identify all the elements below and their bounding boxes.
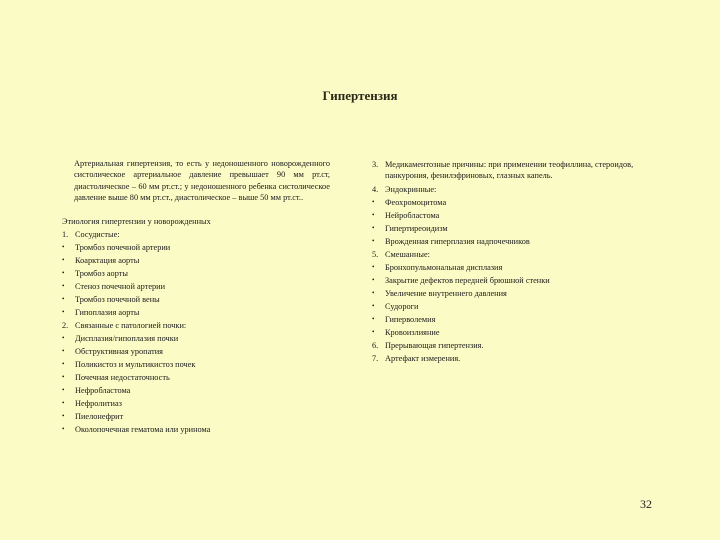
list-item-text: Кровоизлияние	[385, 328, 440, 337]
right-column	[372, 158, 644, 365]
list-number: 1.	[62, 230, 69, 240]
list-number: 6.	[372, 341, 379, 350]
list-item-text: Нефробластома	[75, 386, 131, 396]
list-number: 2.	[62, 321, 69, 331]
bullet-marker: •	[372, 315, 375, 323]
bullet-item	[372, 287, 644, 300]
list-number: 7.	[372, 354, 379, 363]
list-item-text: Судороги	[385, 302, 419, 311]
bullet-marker: •	[372, 328, 375, 336]
page-number: 32	[640, 497, 652, 511]
list-item-text: Почечная недостаточность	[75, 373, 170, 383]
list-number: 3.	[372, 160, 379, 169]
bullet-marker: •	[62, 243, 65, 252]
list-item-text: Поликистоз и мультикистоз почек	[75, 360, 196, 370]
bullet-item	[372, 222, 644, 235]
list-item-text: Обструктивная уропатия	[75, 347, 163, 357]
bullet-item	[372, 326, 644, 339]
bullet-marker: •	[62, 308, 65, 317]
bullet-item	[62, 397, 330, 410]
bullet-marker: •	[62, 425, 65, 434]
list-item-text: Смешанные:	[385, 250, 430, 259]
bullet-marker: •	[372, 237, 375, 245]
bullet-item	[62, 423, 330, 436]
list-item-text: Врожденная гиперплазия надпочечников	[385, 237, 530, 246]
bullet-marker: •	[62, 269, 65, 278]
bullet-marker: •	[62, 256, 65, 265]
bullet-marker: •	[62, 399, 65, 408]
bullet-item	[372, 261, 644, 274]
bullet-item	[62, 280, 330, 293]
bullet-item	[372, 235, 644, 248]
bullet-item	[62, 371, 330, 384]
list-item-text: Феохромоцитома	[385, 198, 447, 207]
bullet-marker: •	[372, 276, 375, 284]
list-item-text: Тромбоз аорты	[75, 269, 128, 279]
bullet-item	[62, 410, 330, 423]
bullet-marker: •	[372, 211, 375, 219]
list-item-text: Коарктация аорты	[75, 256, 140, 266]
bullet-item	[62, 254, 330, 267]
list-item-text: Закрытие дефектов передней брюшной стенки	[385, 276, 550, 285]
numbered-item	[372, 158, 644, 183]
numbered-item	[372, 183, 644, 196]
numbered-item	[372, 248, 644, 261]
list-item-text: Тромбоз почечной вены	[75, 295, 160, 305]
bullet-item	[62, 293, 330, 306]
bullet-marker: •	[372, 263, 375, 271]
bullet-item	[372, 313, 644, 326]
bullet-marker: •	[62, 360, 65, 369]
bullet-marker: •	[62, 282, 65, 291]
bullet-marker: •	[62, 373, 65, 382]
numbered-item	[372, 339, 644, 352]
list-item-text: Бронхопульмональная дисплазия	[385, 263, 503, 272]
bullet-marker: •	[372, 198, 375, 206]
list-item-text: Сосудистые:	[75, 230, 120, 240]
bullet-item	[372, 209, 644, 222]
bullet-marker: •	[372, 289, 375, 297]
numbered-item	[372, 352, 644, 365]
bullet-item	[62, 306, 330, 319]
etiology-heading: Этиология гипертензии у новорожденных	[62, 217, 211, 227]
list-item-text: Увеличение внутреннего давления	[385, 289, 507, 298]
left-column	[62, 158, 330, 436]
bullet-marker: •	[62, 412, 65, 421]
bullet-marker: •	[62, 334, 65, 343]
bullet-item	[372, 274, 644, 287]
list-item-text: Нейробластома	[385, 211, 440, 220]
list-item-text: Стеноз почечной артерии	[75, 282, 166, 292]
slide-title: Гипертензия	[322, 88, 398, 103]
list-item-text: Связанные с патологией почки:	[75, 321, 187, 331]
bullet-marker: •	[372, 302, 375, 310]
list-item-text: Гиперволемия	[385, 315, 436, 324]
list-item-text: Гипоплазия аорты	[75, 308, 140, 318]
list-item-text: Прерывающая гипертензия.	[385, 341, 484, 350]
list-item-text: Нефролитиаз	[75, 399, 122, 409]
right-list	[372, 158, 644, 365]
list-number: 5.	[372, 250, 379, 259]
intro-paragraph: Артериальная гипертензия, то есть у недоношенного новорожденного систолическое артериальное давление превышает 90 мм рт.ст, диастолическое – 60 мм рт.ст.; у недоношенного ребенка систолическое давление выше 80 мм рт.ст., диастолическое – выше 50 мм рт.ст..	[74, 159, 330, 202]
list-item-text: Околопочечная гематома или уринома	[75, 425, 211, 435]
list-number: 4.	[372, 185, 379, 194]
left-list	[62, 228, 330, 436]
list-item-text: Дисплазия/гипоплазия почки	[75, 334, 179, 344]
numbered-item	[62, 319, 330, 332]
bullet-item	[62, 332, 330, 345]
bullet-marker: •	[62, 295, 65, 304]
list-item-text: Эндокринные:	[385, 185, 437, 194]
bullet-marker: •	[62, 386, 65, 395]
bullet-item	[372, 196, 644, 209]
bullet-item	[62, 384, 330, 397]
list-item-text: Артефакт измерения.	[385, 354, 461, 363]
numbered-item	[62, 228, 330, 241]
list-item-text: Гипертиреоидизм	[385, 224, 448, 233]
bullet-marker: •	[372, 224, 375, 232]
bullet-item	[62, 267, 330, 280]
bullet-item	[62, 241, 330, 254]
bullet-marker: •	[62, 347, 65, 356]
list-item-text: Пиелонефрит	[75, 412, 124, 422]
list-item-text: Медикаментозные причины: при применении теофиллина, стероидов, панкурония, фенилэфриновых, глазных капель.	[385, 160, 634, 180]
list-item-text: Тромбоз почечной артерии	[75, 243, 171, 253]
bullet-item	[372, 300, 644, 313]
bullet-item	[62, 358, 330, 371]
bullet-item	[62, 345, 330, 358]
